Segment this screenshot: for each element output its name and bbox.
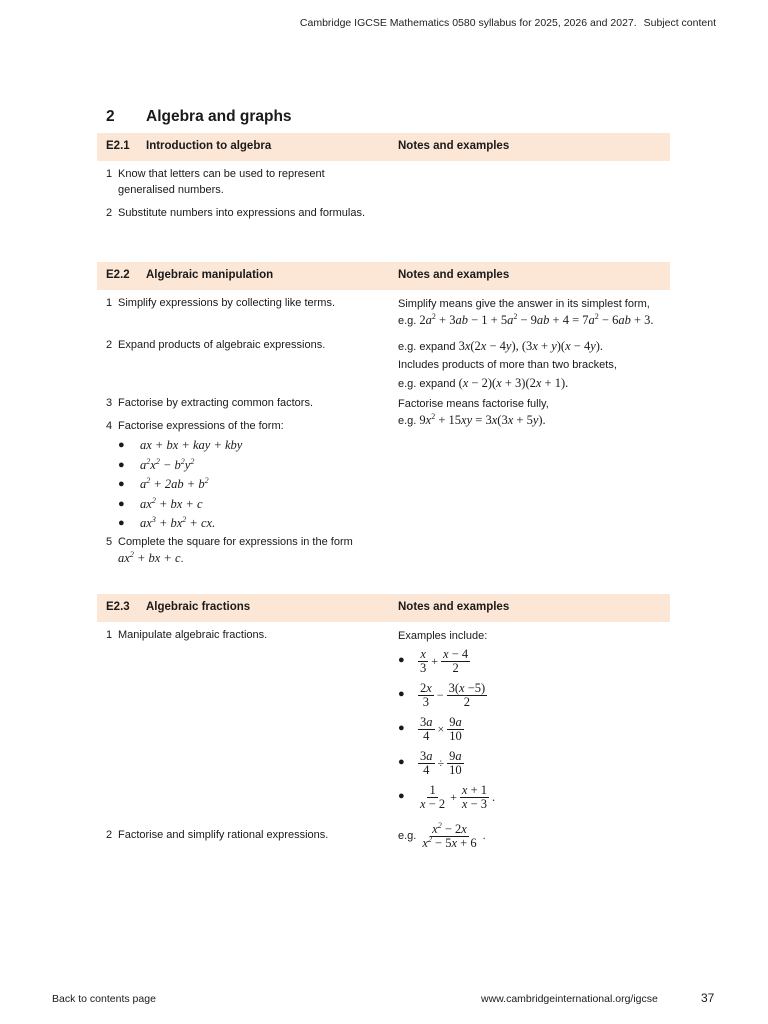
section-title: Algebra and graphs bbox=[146, 108, 292, 125]
header-section: Subject content bbox=[643, 17, 716, 29]
list-item: 1 Simplify expressions by collecting like terms. bbox=[106, 297, 336, 309]
examples-include: Examples include: bbox=[398, 630, 488, 642]
page-number: 37 bbox=[701, 991, 715, 1005]
list-item: 2 Factorise and simplify rational expressions. bbox=[106, 829, 329, 841]
notes-simplify: Simplify means give the answer in its simplest form, e.g. $2a^2 + 3ab - 1 + 5a^2 - 9ab + 4 = 7a^2 - 6ab + 3$. bbox=[398, 298, 654, 327]
list-item: 2 Expand products of algebraic expressions. bbox=[106, 339, 326, 351]
section-heading bbox=[106, 108, 292, 126]
website-link[interactable]: www.cambridgeinternational.org/igcse bbox=[481, 993, 658, 1005]
notes-expand: e.g. expand 3x(2x − 4y), (3x + y)(x − 4y). Includes products of more than two brackets, e.g. expand (x − 2)(x + 3)(2x + 1). bbox=[398, 339, 617, 390]
notes-header: Notes and examples bbox=[398, 140, 510, 152]
topic-band-e22 bbox=[97, 262, 670, 290]
running-header bbox=[300, 17, 716, 29]
topic-code: E2.3 bbox=[106, 601, 130, 613]
back-to-contents-link[interactable]: Back to contents page bbox=[52, 993, 156, 1005]
list-item: 3 Factorise by extracting common factors. bbox=[106, 397, 314, 409]
notes-header: Notes and examples bbox=[398, 269, 510, 281]
topic-code: E2.2 bbox=[106, 269, 130, 281]
topic-code: E2.1 bbox=[106, 140, 130, 152]
rational-example: e.g. $x^2 - 2x$ $x^2 - 5x + 6$ . bbox=[398, 820, 486, 850]
topic-title: Algebraic manipulation bbox=[146, 269, 274, 281]
topic-title: Introduction to algebra bbox=[146, 140, 272, 152]
topic-band-e21 bbox=[97, 133, 670, 161]
list-item: 5 Complete the square for expressions in the form $ax^2$ + bx + c. bbox=[106, 536, 353, 565]
section-number: 2 bbox=[106, 108, 115, 125]
list-item: 4 Factorise expressions of the form: bbox=[106, 420, 284, 432]
topic-title: Algebraic fractions bbox=[146, 601, 251, 613]
syllabus-title: Cambridge IGCSE Mathematics 0580 syllabus for 2025, 2026 and 2027. bbox=[299, 17, 637, 29]
notes-header: Notes and examples bbox=[398, 601, 510, 613]
list-item: 2 Substitute numbers into expressions and formulas. bbox=[106, 207, 366, 219]
notes-factorise: Factorise means factorise fully, e.g. $9x^2 + 15xy = 3x(3x + 5y)$. bbox=[398, 398, 549, 427]
list-item: 1 Manipulate algebraic fractions. bbox=[106, 629, 268, 641]
topic-band-e23 bbox=[97, 594, 670, 622]
list-item: 1 Know that letters can be used to represent generalised numbers. bbox=[106, 168, 325, 196]
